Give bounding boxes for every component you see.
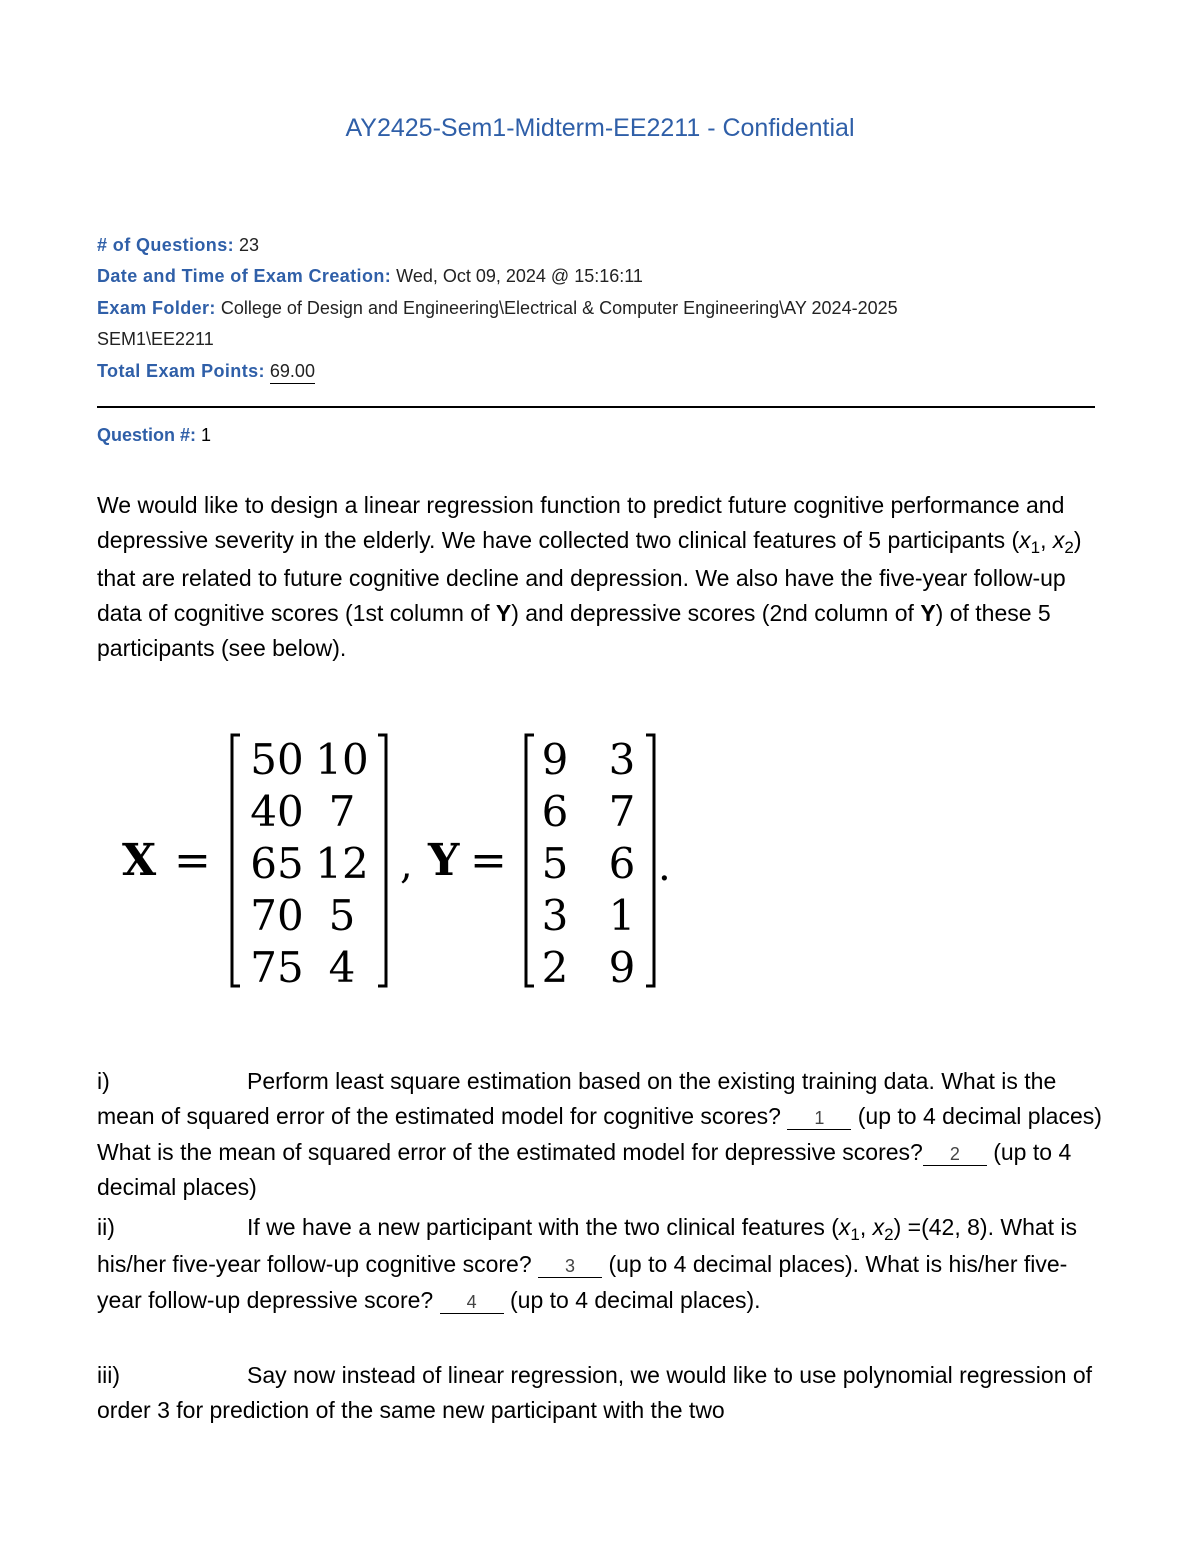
y-matrix-cell-1-0: 6 xyxy=(541,787,569,836)
matrix-figure xyxy=(110,718,690,1008)
x-matrix-cell-0-1: 10 xyxy=(315,735,369,784)
intro-text-a: We would like to design a linear regression function to predict future cognitive performance and depressive severity in the elderly. We have collected two clinical features of 5 participants ( xyxy=(97,492,1065,554)
matrix-period: . xyxy=(658,844,671,890)
y-bold-2: Y xyxy=(920,599,936,626)
part-i-text-c: (up to 4 decimal places) xyxy=(97,1138,1072,1200)
exam-folder-value-cont: SEM1\EE2211 xyxy=(97,329,214,349)
intro-text-b: ) that are related to future cognitive decline and depression. We also have the five-year follow-up data of cognitive scores (1st column of xyxy=(97,527,1082,626)
part-ii-comma: , xyxy=(859,1214,873,1240)
y-matrix-cell-4-0: 2 xyxy=(541,943,569,992)
y-matrix-cell-2-1: 6 xyxy=(608,839,636,888)
y-matrix-cell-4-1: 9 xyxy=(608,943,636,992)
exam-folder-value: College of Design and Engineering\Electrical & Computer Engineering\AY 2024-2025 xyxy=(220,298,898,318)
part-i-label: i) xyxy=(97,1068,110,1094)
part-ii-var-x1-sub: 1 xyxy=(850,1225,860,1244)
question-number xyxy=(97,420,211,451)
x-bracket-left xyxy=(232,735,240,986)
data-matrices xyxy=(110,718,690,1008)
x-matrix-cell-4-1: 4 xyxy=(328,943,356,992)
x-matrix-cell-2-0: 65 xyxy=(250,839,304,888)
part-i xyxy=(97,1064,1107,1205)
total-points-label: Total Exam Points: xyxy=(97,361,265,381)
answer-blank-1[interactable]: 1 xyxy=(787,1107,851,1130)
exam-folder-row xyxy=(97,293,1097,355)
y-matrix-label: Y xyxy=(428,835,460,886)
part-ii-text-b: ) =(42, 8). What is his/her five-year follow-up cognitive score? xyxy=(97,1214,1078,1278)
x-matrix-cell-3-0: 70 xyxy=(250,891,304,940)
part-ii-label: ii) xyxy=(97,1214,115,1240)
question-intro xyxy=(97,488,1107,666)
part-i-text-b: (up to 4 decimal places) What is the mean of squared error of the estimated model for depressive scores? xyxy=(97,1103,1102,1165)
num-questions-value: 23 xyxy=(239,235,260,255)
part-i-text-a: Perform least square estimation based on the existing training data. What is the mean of squared error of the estimated model for cognitive scores? xyxy=(97,1068,1057,1130)
part-ii-var-x2-sub: 2 xyxy=(884,1225,894,1244)
page-title: AY2425-Sem1-Midterm-EE2211 - Confidential xyxy=(345,114,855,142)
y-bracket-right xyxy=(646,735,654,986)
y-bold-1: Y xyxy=(495,599,512,626)
y-bracket-left xyxy=(526,735,534,986)
total-points-value: 69.00 xyxy=(270,361,315,384)
x-matrix-cell-1-0: 40 xyxy=(250,787,304,836)
x-matrix-label: X xyxy=(122,835,157,886)
exam-folder-label: Exam Folder: xyxy=(97,298,216,318)
y-matrix-cell-1-1: 7 xyxy=(608,787,636,836)
y-equals-sign: = xyxy=(470,835,507,886)
question-number-value: 1 xyxy=(201,425,212,445)
x-equals-sign: = xyxy=(174,835,211,886)
x-matrix-cell-4-0: 75 xyxy=(250,943,304,992)
var-x2-sub: 2 xyxy=(1064,538,1074,558)
y-matrix-cell-2-0: 5 xyxy=(541,839,569,888)
num-questions-label: # of Questions: xyxy=(97,235,235,255)
section-divider xyxy=(97,406,1095,408)
exam-date-label: Date and Time of Exam Creation: xyxy=(97,266,392,286)
intro-text-c: ) and depressive scores (2nd column of xyxy=(511,599,921,626)
answer-blank-2[interactable]: 2 xyxy=(923,1143,987,1166)
x-matrix-cell-3-1: 5 xyxy=(328,891,356,940)
part-ii-text-c: (up to 4 decimal places). What is his/her five-year follow-up depressive score? xyxy=(97,1251,1068,1313)
part-ii-var-x1: x xyxy=(838,1214,851,1240)
part-iii xyxy=(97,1358,1107,1429)
part-ii-text-d: (up to 4 decimal places). xyxy=(510,1286,761,1313)
part-iii-text-a: Say now instead of linear regression, we would like to use polynomial regression of order 3 for prediction of the same new participant with the two xyxy=(97,1362,1093,1424)
part-ii-text-a: If we have a new participant with the two clinical features ( xyxy=(247,1214,839,1240)
x-bracket-right xyxy=(378,735,386,986)
num-questions-row xyxy=(97,230,1097,261)
x-matrix-cell-2-1: 12 xyxy=(315,839,369,888)
answer-blank-3[interactable]: 3 xyxy=(538,1255,602,1278)
part-ii xyxy=(97,1210,1107,1318)
y-matrix-cell-3-0: 3 xyxy=(541,891,569,940)
var-x1: x xyxy=(1019,527,1031,554)
y-matrix-cell-3-1: 1 xyxy=(608,891,636,940)
total-points-row xyxy=(97,356,1097,387)
y-matrix-cell-0-0: 9 xyxy=(541,735,569,784)
question-number-label: Question #: xyxy=(97,425,197,445)
exam-date-row xyxy=(97,261,1097,292)
var-comma: , xyxy=(1040,527,1053,554)
part-ii-var-x2: x xyxy=(872,1214,885,1240)
exam-date-value: Wed, Oct 09, 2024 @ 15:16:11 xyxy=(396,266,643,286)
intro-text-d: ) of these 5 participants (see below). xyxy=(97,599,1051,662)
y-matrix-cell-0-1: 3 xyxy=(608,735,636,784)
part-iii-label: iii) xyxy=(97,1362,120,1388)
var-x2: x xyxy=(1052,527,1065,554)
x-matrix-cell-0-0: 50 xyxy=(250,735,304,784)
x-matrix-cell-1-1: 7 xyxy=(328,787,356,836)
answer-blank-4[interactable]: 4 xyxy=(440,1291,504,1314)
var-x1-sub: 1 xyxy=(1030,538,1041,558)
matrix-separator: , xyxy=(400,842,413,888)
